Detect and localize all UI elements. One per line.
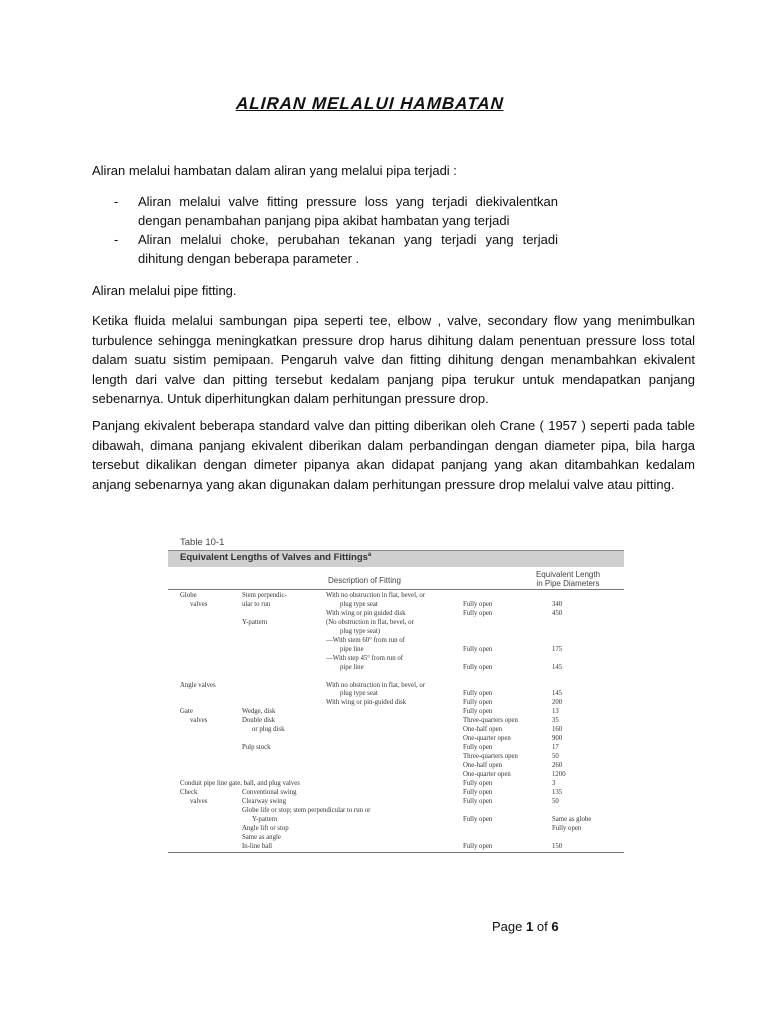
table-cell: Fully open <box>463 797 493 805</box>
table-cell: Three-quarters open <box>463 717 518 725</box>
footer-page-word: Page <box>492 919 523 934</box>
table-cell: Three-quarters open <box>463 753 518 761</box>
table-cell: Angle lift or stop <box>242 824 289 832</box>
bullet-text: Aliran melalui choke, perubahan tekanan yang terjadi yang terjadi dihitung dengan beberapa parameter . <box>138 232 558 266</box>
table-cell: One-quarter open <box>463 771 511 778</box>
table-cell: Fully open <box>463 788 493 796</box>
table-cell: Conventional swing <box>242 788 297 796</box>
table-cell: One-quarter open <box>463 735 511 743</box>
table-row <box>168 834 624 843</box>
page-footer <box>492 919 559 934</box>
table-cell: Fully open <box>463 645 493 653</box>
table-cell: Angle valves <box>180 681 216 689</box>
table-cell: Fully open <box>463 609 493 617</box>
footer-of-word: of <box>536 919 548 934</box>
column-header-line: in Pipe Diameters <box>536 579 600 588</box>
table-cell: Wedge, disk <box>242 708 276 716</box>
table-cell: Fully open <box>463 600 493 608</box>
bullet-item <box>114 230 558 268</box>
bullet-dash: - <box>114 232 119 247</box>
table-cell: plug type seat <box>340 600 378 608</box>
table-cell: Fully open <box>463 815 493 823</box>
table-cell: Pulp stock <box>242 744 271 752</box>
table-cell: pipe line <box>340 663 364 671</box>
table-cell: Y-pattern <box>252 815 278 823</box>
table-cell: 340 <box>552 600 563 608</box>
paragraph-2: Panjang ekivalent beberapa standard valve dan pitting diberikan oleh Crane ( 1957 ) seperti pada table dibawah, dimana panjang ekivalent diberikan dalam perbandingan dengan diameter pipa, bila harga tersebut dikalikan dengan dimeter pipanya akan didapat panjang yang akan ditambahkan kedalam anjang sebenarnya yang akan digunakan dalam perhitungan pressure drop melalui valve atau pitting. <box>92 418 695 492</box>
table-cell: valves <box>190 797 208 805</box>
table-cell: 200 <box>552 699 563 707</box>
bullet-text: Aliran melalui valve fitting pressure loss yang terjadi diekivalentkan dengan penambahan panjang pipa akibat hambatan yang terjadi <box>138 194 558 228</box>
table-row <box>168 807 624 816</box>
table-title-footnote: a <box>367 552 372 558</box>
table-cell: 900 <box>552 735 563 743</box>
table-cell: 450 <box>552 609 563 617</box>
column-header-equivalent-length <box>518 570 618 588</box>
table-cell: With wing or pin-guided disk <box>326 699 407 707</box>
table-row <box>168 673 624 682</box>
table-cell: Same as globe <box>552 815 592 823</box>
table-cell: Globe <box>180 592 197 599</box>
intro-text: Aliran melalui hambatan dalam aliran yang melalui pipa terjadi : <box>92 163 457 178</box>
column-header-description: Description of Fitting <box>328 576 401 585</box>
table-cell: 50 <box>552 753 559 761</box>
table-row <box>168 699 624 708</box>
footer-total-pages: 6 <box>551 919 559 934</box>
table-cell: One-half open <box>463 726 503 734</box>
table-row <box>168 789 624 798</box>
table-cell: 145 <box>552 690 563 698</box>
table-row <box>168 762 624 771</box>
equivalent-lengths-table <box>168 528 624 854</box>
bullet-item <box>114 192 558 230</box>
table-cell: pipe line <box>340 645 364 653</box>
table-row <box>168 619 624 628</box>
bullet-dash: - <box>114 194 119 209</box>
table-row <box>168 601 624 610</box>
table-row <box>168 610 624 619</box>
table-cell: ular to run <box>242 600 271 608</box>
table-row <box>168 744 624 753</box>
table-row <box>168 825 624 834</box>
table-cell: Fully open <box>463 779 493 787</box>
table-bottom-rule <box>168 852 624 853</box>
table-cell: Same as angle <box>242 833 281 841</box>
table-row <box>168 592 624 601</box>
table-cell: Double disk <box>242 717 276 725</box>
table-cell: plug type seat) <box>340 627 381 635</box>
table-cell: (No obstruction in flat, bevel, or <box>326 618 414 626</box>
paragraph-1: Ketika fluida melalui sambungan pipa seperti tee, elbow , valve, secondary flow yang menimbulkan turbulence sehingga meningkatkan pressure drop harus dihitung dalam penentuan pressure loss total dalam suatu sistim pemipaan. Pengaruh valve dan fitting dihitung dengan menambahkan ekivalent length dari valve dan pitting tersebut kedalam panjang pipa terukur untuk mendapatkan panjang sebenarnya. Untuk diperhitungkan dalam perhitungan pressure drop. <box>92 313 695 406</box>
table-cell: Fully open <box>463 744 493 752</box>
document-title: ALIRAN MELALUI HAMBATAN <box>235 94 505 113</box>
table-cell: With no obstruction in flat, bevel, or <box>326 592 426 599</box>
table-title-text: Equivalent Lengths of Valves and Fittings <box>180 552 368 564</box>
table-row <box>168 843 624 852</box>
table-cell: 17 <box>552 744 559 752</box>
table-row <box>168 708 624 717</box>
table-header-rule <box>168 589 624 590</box>
footer-current-page: 1 <box>526 919 534 934</box>
table-cell: valves <box>190 717 208 725</box>
bullet-list <box>114 192 558 268</box>
table-cell: Fully open <box>463 699 493 707</box>
table-cell: Conduit pipe line gate, ball, and plug valves <box>180 779 300 787</box>
table-cell: One-half open <box>463 762 503 770</box>
table-cell: or plug disk <box>252 726 285 734</box>
table-number: Table 10-1 <box>180 537 225 548</box>
table-row <box>168 780 624 789</box>
table-cell: Fully open <box>463 690 493 698</box>
table-cell: 260 <box>552 762 563 770</box>
table-cell: Fully open <box>463 842 493 850</box>
column-header-line: Equivalent Length <box>535 570 601 579</box>
table-cell: With wing or pin guided disk <box>326 609 406 617</box>
table-row <box>168 771 624 780</box>
table-cell: —With stem 60° from run of <box>326 636 405 644</box>
table-cell: valves <box>190 600 208 608</box>
table-cell: plug type seat <box>340 690 378 698</box>
table-row <box>168 735 624 744</box>
table-cell: With no obstruction in flat, bevel, or <box>326 681 426 689</box>
table-cell: 13 <box>552 708 559 716</box>
table-cell: Globe life or stop; stem perpendicular to run or <box>242 806 371 814</box>
table-row <box>168 717 624 726</box>
section-heading: Aliran melalui pipe fitting. <box>92 283 237 298</box>
table-cell: Fully open <box>463 663 493 671</box>
table-row <box>168 628 624 637</box>
table-row <box>168 816 624 825</box>
table-cell: 1200 <box>552 771 566 778</box>
table-cell: Gate <box>180 708 193 716</box>
table-cell: Fully open <box>552 824 582 832</box>
table-cell: 150 <box>552 842 563 850</box>
table-cell: 3 <box>552 779 556 787</box>
table-cell: 160 <box>552 726 563 734</box>
table-cell: Clearway swing <box>242 797 286 805</box>
table-cell: Stem perpendic- <box>242 592 287 599</box>
table-row <box>168 682 624 691</box>
table-cell: 50 <box>552 797 559 805</box>
table-title <box>180 552 371 563</box>
table-row <box>168 664 624 673</box>
table-cell: Check <box>180 788 198 796</box>
table-row <box>168 690 624 699</box>
table-cell: Y-pattern <box>242 618 268 626</box>
table-cell: 35 <box>552 717 559 725</box>
table-row <box>168 726 624 735</box>
table-cell: 135 <box>552 788 563 796</box>
table-cell: Fully open <box>463 708 493 716</box>
table-cell: —With step 45° from run of <box>326 654 404 662</box>
table-cell: 175 <box>552 645 563 653</box>
table-row <box>168 637 624 646</box>
table-row <box>168 798 624 807</box>
table-row <box>168 655 624 664</box>
table-row <box>168 646 624 655</box>
table-row <box>168 753 624 762</box>
table-cell: 145 <box>552 663 563 671</box>
table-cell: In-line ball <box>242 842 273 850</box>
